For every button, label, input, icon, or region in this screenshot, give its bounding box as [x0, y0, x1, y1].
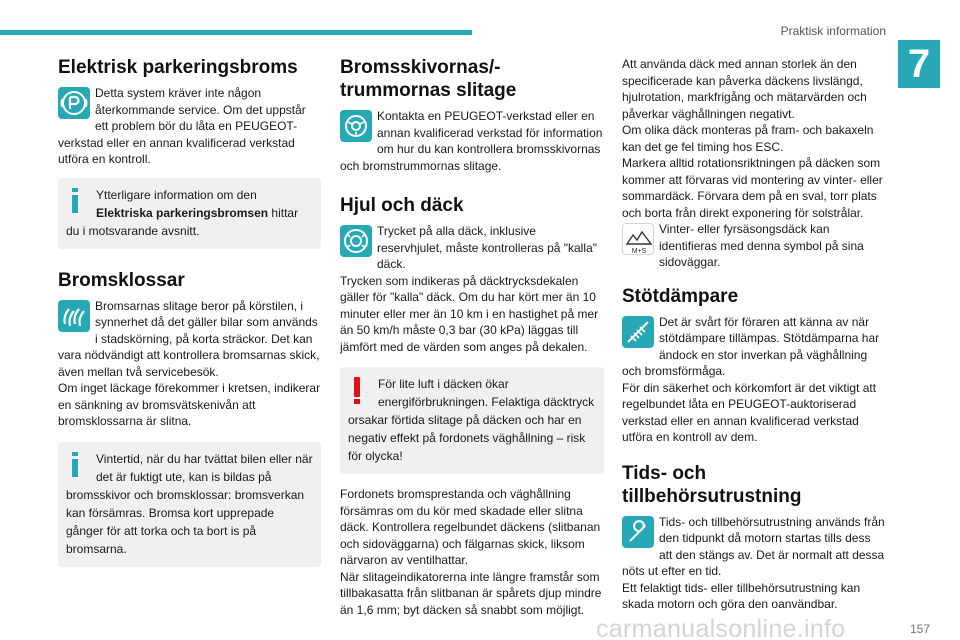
info-icon: [66, 186, 88, 216]
paragraph-tyre-size: Att använda däck med annan storlek än den specificerade kan påverka däckens livslängd, hjulrotation, markfrigång och mätarvärden och påverkar väghållningen negativt.: [622, 57, 867, 121]
tyre-icon: [340, 225, 372, 257]
section-title-shock-absorbers: Stötdämpare: [622, 285, 739, 307]
section-title-wheels-tyres: Hjul och däck: [340, 195, 464, 216]
header-accent-bar: [0, 30, 472, 35]
info-box-winter-brakes: Vintertid, när du har tvättat bilen eller när det är fuktigt ute, kan is bildas på bromsskivor och bromsklossar: bromsverkan kan försämras. Bromsa kort upprepade gånger för att torka och ta bort is på bromsarna.: [58, 442, 321, 567]
paragraph-tyre-condition: Fordonets bromsprestanda och väghållning försämras om du kör med skadade eller slitna däck. Kontrollera regelbundet däckens (slitbanan och sidoväggarna) och fälgarnas skick, liksom närvaron av ventilhattar.: [340, 487, 601, 567]
paragraph-brake-pads: Bromsarnas slitage beror på körstilen, i synnerhet då det gäller bilar som används i stadskörning, på korta sträckor. Det kan vara nödvändigt att kontrollera bromsarnas skick, även mellan två servicebesök.: [58, 298, 320, 379]
chapter-number-badge: 7: [898, 40, 940, 88]
paragraph-disc-wear: Kontakta en PEUGEOT-verkstad eller en annan kvalificerad verkstad för information om hur du kan kontrollera bromsskivornas och bromstrummornas slitage.: [340, 109, 603, 173]
mountain-snowflake-icon: [622, 223, 654, 255]
paragraph-accessory-fault: Ett felaktigt tids- eller tillbehörsutrustning kan skada motorn och göra den oanvändbar.: [622, 580, 861, 611]
paragraph-rotation-direction: Markera alltid rotationsriktningen på däcken som kommer att förvaras vid montering av vinter- eller sommardäck. Förvara dem på en sval, torr plats och borta från direkt exponering för solstrålar.: [622, 156, 883, 220]
page-number: 157: [909, 622, 930, 636]
section-title-brake-pads: Bromsklossar: [58, 269, 185, 291]
column-right: [622, 56, 887, 613]
paragraph-tyre-pressure: Trycket på alla däck, inklusive reservhjulet, måste kontrolleras på "kalla" däck.: [340, 223, 604, 273]
brake-disc-icon: [340, 110, 372, 142]
column-left: [58, 56, 321, 567]
shock-absorber-icon: [622, 316, 654, 348]
column-middle: [340, 56, 604, 618]
section-header-title: Praktisk information: [780, 24, 886, 38]
paragraph-accessory-drive: Tids- och tillbehörsutrustning används från den tidpunkt då motorn startas tills dess att den stängs av. Det är normalt att dessa nöts ut efter en tid.: [622, 514, 885, 578]
info-icon: [66, 450, 88, 480]
section-title-disc-wear: Bromsskivornas/-trummornas slitage: [340, 57, 517, 101]
paragraph-wear-indicators: När slitageindikatorerna inte längre framstår som tillbakasatta från slitbanan är spårets djup mindre än 1,6 mm; byt däcken så snabbt som möjligt.: [340, 569, 602, 617]
watermark-text: carmanualsonline.info: [596, 615, 846, 640]
paragraph-esc-timing: Om olika däck monteras på fram- och bakaxeln kan det ge fel timing hos ESC.: [622, 123, 874, 154]
paragraph-cold-tyres: Trycken som indikeras på däcktrycksdekalen gäller för "kalla" däck. Om du har kört mer än 10 minuter eller mer än 10 km i en hastighet på mer än 50 km/h måste 0,3 bar (30 kPa) läggas till jämfört med de värden som anges på dekalen.: [340, 273, 599, 354]
wrench-icon: [622, 516, 654, 548]
brake-pads-icon: [58, 300, 90, 332]
paragraph-shock-check: För din säkerhet och körkomfort är det viktigt att regelbundet låta en PEUGEOT-auktoriserad verkstad eller en annan kvalificerad verkstad utföra en kontroll av dem.: [622, 380, 877, 444]
svg-text:M+S: M+S: [631, 248, 647, 255]
parking-brake-icon: [58, 87, 90, 119]
paragraph-parking-brake: Detta system kräver inte någon återkommande service. Om det uppstår ett problem bör du låta en PEUGEOT-verkstad eller en annan kvalificerad verkstad utföra en kontroll.: [58, 86, 306, 166]
info-box-parking-brake: Ytterligare information om den Elektriska parkeringsbromsen hittar du i motsvarande avsnitt.: [58, 178, 321, 249]
paragraph-ms-symbol: M+S Vinter- eller fyrsäsongsdäck kan identifieras med denna symbol på sina sidoväggar.: [622, 221, 887, 271]
section-title-accessory-drive: Tids- och tillbehörsutrustning: [622, 462, 802, 507]
warning-icon: [348, 375, 370, 405]
paragraph-shock-absorbers: Det är svårt för föraren att känna av när stötdämpare tillämpas. Stötdämparna har ändock en stor inverkan på väghållning och bromsförmåga.: [622, 314, 880, 378]
warning-box-tyre-pressure: För lite luft i däcken ökar energiförbrukningen. Felaktiga däcktryck orsakar förtida slitage på däcken och har en negativ effekt på fordonets väghållning – risk för olycka!: [340, 367, 604, 474]
section-title-parking-brake: Elektrisk parkeringsbroms: [58, 57, 298, 78]
info-bold-term: Elektriska parkeringsbromsen: [96, 205, 269, 220]
paragraph-brake-fluid: Om inget läckage förekommer i kretsen, indikerar en sänkning av bromsvätskenivån att bromsklossarna är slitna.: [58, 381, 321, 428]
